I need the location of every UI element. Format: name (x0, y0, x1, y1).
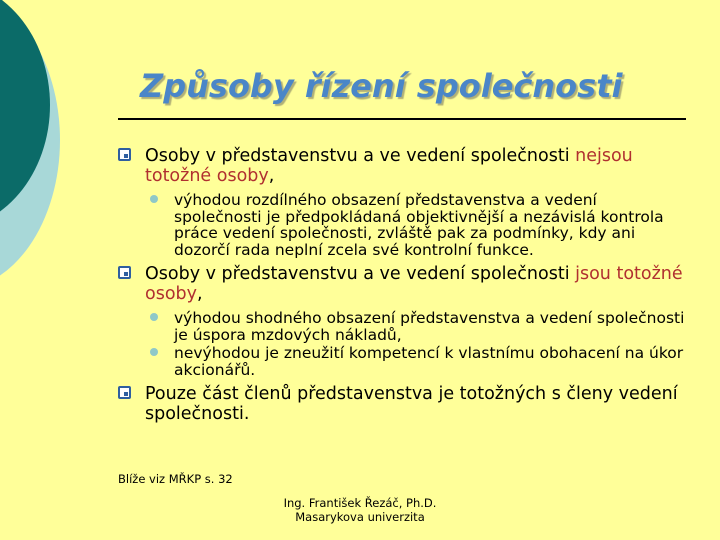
bullet-1-text-a: Osoby v představenstvu a ve vedení společnosti (145, 146, 576, 166)
title-divider (118, 118, 686, 120)
bullet-2-highlight: jsou totožné osoby (145, 264, 683, 304)
bullet-1-highlight: nejsou totožné osoby (145, 146, 633, 186)
footer-institution: Masarykova univerzita (295, 510, 425, 524)
reference-note: Blíže viz MŘKP s. 32 (118, 472, 233, 486)
bullet-2-text-c: , (197, 284, 203, 304)
bullet-1 (118, 146, 688, 186)
footer (240, 496, 480, 524)
checkbox-bullet-icon (118, 148, 131, 161)
slide-title: Způsoby řízení společnosti (140, 67, 623, 105)
sub-bullet-2-1 (148, 310, 688, 343)
dot-bullet-icon (150, 195, 158, 203)
bullet-3-text-a: Pouze část členů představenstva je totožných s členy vedení společnosti. (145, 384, 678, 424)
footer-author: Ing. František Řezáč, Ph.D. (283, 496, 437, 510)
dot-bullet-icon (150, 313, 158, 321)
sub-bullet-2-1-text: výhodou shodného obsazení představenstva a vedení společnosti je úspora mzdových nákladů, (174, 309, 685, 344)
checkbox-bullet-icon (118, 266, 131, 279)
bullet-3 (118, 384, 688, 424)
sub-bullet-1-1 (148, 192, 688, 258)
bullet-1-text-c: , (268, 166, 275, 186)
bullet-2 (118, 264, 688, 304)
slide-content (118, 146, 688, 430)
bullet-2-text-a: Osoby v představenstvu a ve vedení společnosti (145, 264, 576, 284)
sub-bullet-2-2-text: nevýhodou je zneužití kompetencí k vlastnímu obohacení na úkor akcionářů. (174, 344, 684, 379)
dot-bullet-icon (150, 348, 158, 356)
checkbox-bullet-icon (118, 386, 131, 399)
sub-bullet-1-1-text: výhodou rozdílného obsazení představenstva a vedení společnosti je předpokládaná objektivnější a nezávislá kontrola práce vedení společnosti, zvláště pak za podmínky, kdy ani dozorčí rada neplní zcela své kontrolní funkce. (174, 191, 664, 259)
sub-bullet-2-2 (148, 345, 688, 378)
